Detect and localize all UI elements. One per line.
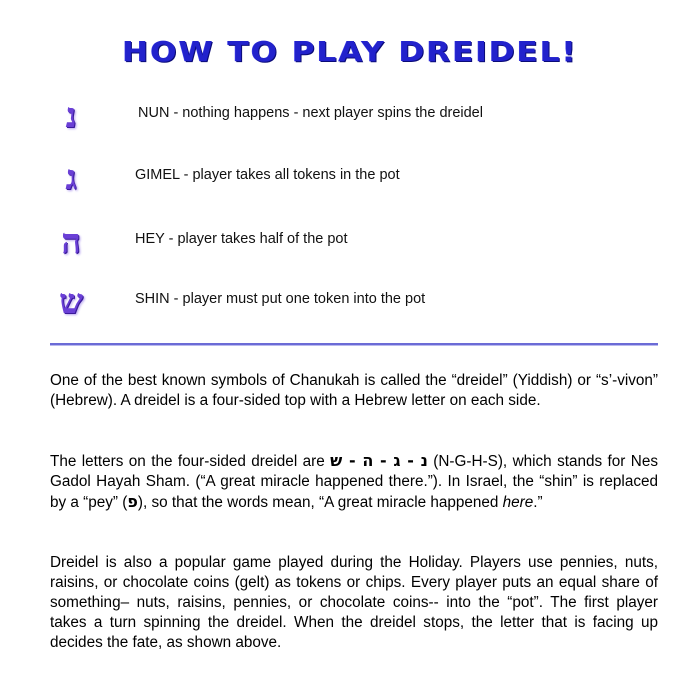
hey-letter-icon: ה (61, 222, 81, 262)
paragraph-letters-text-2: (N-G-H-S), which stands for Nes Gadol Hayah Sham. (“A great miracle happened there.”). In Israel, the “shin” is replaced by a “pey” ( (50, 453, 658, 511)
here-emphasis: here (502, 494, 534, 511)
page-title: HOW TO PLAY DREIDEL! (122, 35, 578, 69)
rule-nun (0, 96, 700, 136)
rule-nun-text: NUN - nothing happens - next player spins the dreidel (138, 105, 483, 121)
nun-letter-icon: נ (65, 96, 77, 136)
rule-hey-text: HEY - player takes half of the pot (135, 231, 348, 247)
paragraph-letters-text-3: ), so that the words mean, “A great miracle happened (137, 494, 503, 511)
rule-gimel-text: GIMEL - player takes all tokens in the pot (135, 167, 400, 183)
paragraph-intro: One of the best known symbols of Chanukah is called the “dreidel” (Yiddish) or “s’-vivon” (Hebrew). A dreidel is a four-sided top with a Hebrew letter on each side. (50, 372, 658, 409)
paragraph-game: Dreidel is also a popular game played during the Holiday. Players use pennies, nuts, raisins, or chocolate coins (gelt) as tokens or chips. Every player puts an equal share of something– nuts, raisins, pennies, or chocolate coins-- into the “pot”. The first player takes a turn spinning the dreidel. When the dreidel stops, the letter that is facing up decides the fate, as shown above. (50, 554, 658, 651)
shin-letter-icon: ש (58, 282, 84, 322)
pey-letter-inline: פ (127, 492, 138, 511)
section-divider (50, 343, 658, 345)
rule-hey (0, 222, 700, 262)
rule-gimel (0, 158, 700, 198)
hebrew-letters-inline: נ - ג - ה - ש (330, 451, 428, 470)
gimel-letter-icon: ג (65, 158, 77, 198)
paragraph-letters (50, 451, 658, 513)
paragraph-letters-text-4: .” (533, 494, 543, 511)
paragraph-letters-text-1: The letters on the four-sided dreidel are (50, 453, 331, 470)
rule-shin-text: SHIN - player must put one token into the pot (135, 291, 426, 307)
rule-shin (0, 282, 700, 322)
